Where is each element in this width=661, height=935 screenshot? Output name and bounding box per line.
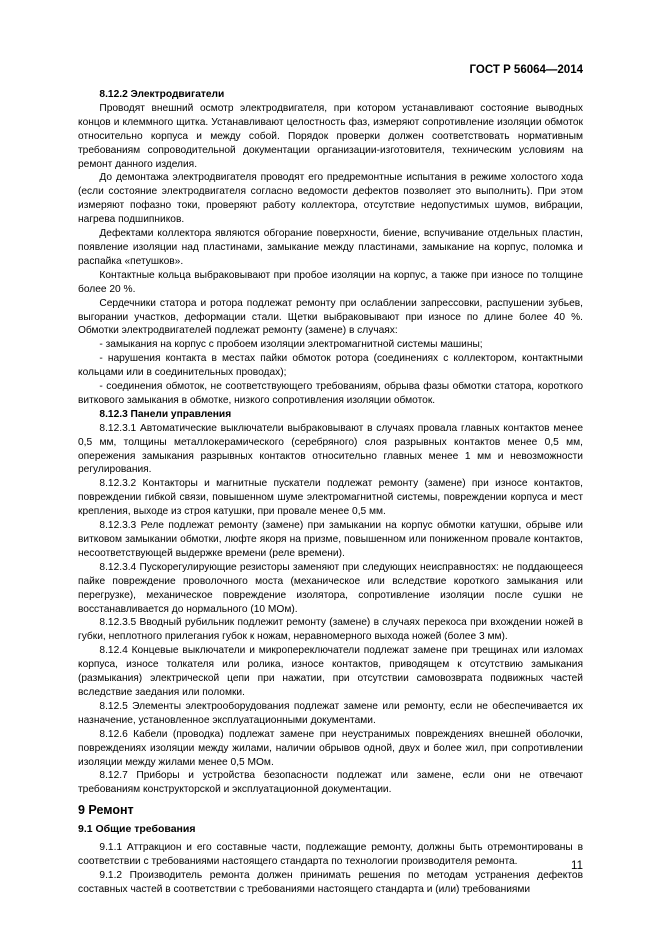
section-9-1-title: 9.1 Общие требования xyxy=(78,823,196,836)
list-item: - замыкания на корпус с пробоем изоляции электромагнитной системы машины; xyxy=(99,339,483,351)
paragraph: 8.12.3.5 Вводный рубильник подлежит ремонту (замене) в случаях перекоса при вхождении ножей в губки, неплотного прилегания губок к ножам, неравномерного выхода ножей (более 3 мм). xyxy=(78,617,583,643)
paragraph: 9.1.1 Аттракцион и его составные части, подлежащие ремонту, должны быть отремонтированы в соответствии с требованиями настоящего стандарта по технологии производителя ремонта. xyxy=(78,842,583,867)
page-number: 11 xyxy=(571,860,583,872)
paragraph: 8.12.7 Приборы и устройства безопасности подлежат или замене, если они не отвечают требованиям конструкторской и эксплуатационной документации. xyxy=(78,770,583,796)
section-8-12-2-title: 8.12.2 Электродвигатели xyxy=(99,89,225,100)
paragraph: Проводят внешний осмотр электродвигателя, при котором устанавливают состояние выводных концов и клеммного щитка. Устанавливают целостность фаз, измеряют сопротивление изоляции обмоток относительно корпуса и между собой. Порядок проверки должен соответствовать нормативным требованиям сопроводительной документации организации-изготовителя, техническим условиям на ремонт данного изделия. xyxy=(78,102,583,170)
paragraph: Дефектами коллектора являются обгорание поверхности, биение, вспучивание отдельных пластин, появление изоляции над пластинами, замыкание между пластинами, замыкание на корпус, поломка и распайка «петушков». xyxy=(78,228,583,267)
paragraph: 8.12.3.3 Реле подлежат ремонту (замене) при замыкании на корпус обмотки катушки, обрыве или витковом замыкании обмотки, люфте якоря на призме, повышенном или пониженном провале контактов, несоответствующей выдержке времени (реле времени). xyxy=(78,520,583,559)
paragraph: До демонтажа электродвигателя проводят его предремонтные испытания в режиме холостого хода (если состояние электродвигателя согласно ведомости дефектов позволяет это выполнить). При этом измеряют пофазно токи, проверяют работу коллектора, отсутствие недопустимых шумов, вибрации, нагрева подшипников. xyxy=(78,172,583,226)
paragraph: 8.12.4 Концевые выключатели и микропереключатели подлежат замене при трещинах или изломах корпуса, износе толкателя или ролика, износе контактов, приводящем к отсутствию замыкания (размыкания) электрической цепи при нажатии, при отсутствии самовозврата подвижных частей вследствие заедания или поломки. xyxy=(78,645,583,698)
section-8-12-3-title: 8.12.3 Панели управления xyxy=(99,408,232,420)
paragraph: Контактные кольца выбраковывают при пробое изоляции на корпус, а также при износе по толщине более 20 %. xyxy=(78,269,583,295)
paragraph: 8.12.6 Кабели (проводка) подлежат замене при неустранимых повреждениях внешней оболочки, повреждениях изоляции между жилами, наличии обрывов одной, двух и более жил, при сопротивлении изоляции между жилами менее 0,5 МОм. xyxy=(78,728,583,768)
paragraph: 8.12.5 Элементы электрооборудования подлежат замене или ремонту, если не обеспечивается их назначение, установленное эксплуатационными документами. xyxy=(78,700,583,726)
page-body xyxy=(78,88,583,897)
list-item: - соединения обмоток, не соответствующего требованиям, обрыва фазы обмотки статора, короткого виткового замыкания в обмотке, низкого сопротивления изоляции обмоток. xyxy=(78,381,583,406)
paragraph: 9.1.2 Производитель ремонта должен принимать решения по методам устранения дефектов составных частей в соответствии с требованиями настоящего стандарта и (или) требованиями xyxy=(78,869,583,895)
paragraph: 8.12.3.4 Пускорегулирующие резисторы заменяют при следующих неисправностях: не поддающееся пайке повреждение проволочного моста (механическое или вследствие короткого замыкания или перегрузке), механическое повреждение изолятора, сопротивление изоляции после сушки не восстанавливается до нормального (10 МОм). xyxy=(78,561,583,615)
paragraph: 8.12.3.1 Автоматические выключатели выбраковывают в случаях провала главных контактов менее 0,5 мм, толщины металлокерамического (серебряного) слоя разрывных контактов менее 0,5 мм, опережения замыкания разрывных контактов относительно главных менее 1 мм и невозможности регулирования. xyxy=(78,422,583,476)
list-item: - нарушения контакта в местах пайки обмоток ротора (соединениях с коллектором, контактными кольцами или в соединительных проводах); xyxy=(78,353,583,379)
paragraph: 8.12.3.2 Контакторы и магнитные пускатели подлежат ремонту (замене) при износе контактов, повреждении гибкой связи, повышенном шуме электромагнитной системы, повреждении корпуса и мест крепления, выходе из строя катушки, при провале менее 0,5 мм. xyxy=(78,478,583,518)
paragraph: Сердечники статора и ротора подлежат ремонту при ослаблении запрессовки, распушении зубьев, выгорании участков, деформации стали. Щетки выбраковывают при износе по длине более 40 %. Обмотки электродвигателей подлежат ремонту (замене) в случаях: xyxy=(78,297,583,337)
section-9-title: 9 Ремонт xyxy=(78,803,134,818)
standard-header: ГОСТ Р 56064—2014 xyxy=(469,64,583,76)
